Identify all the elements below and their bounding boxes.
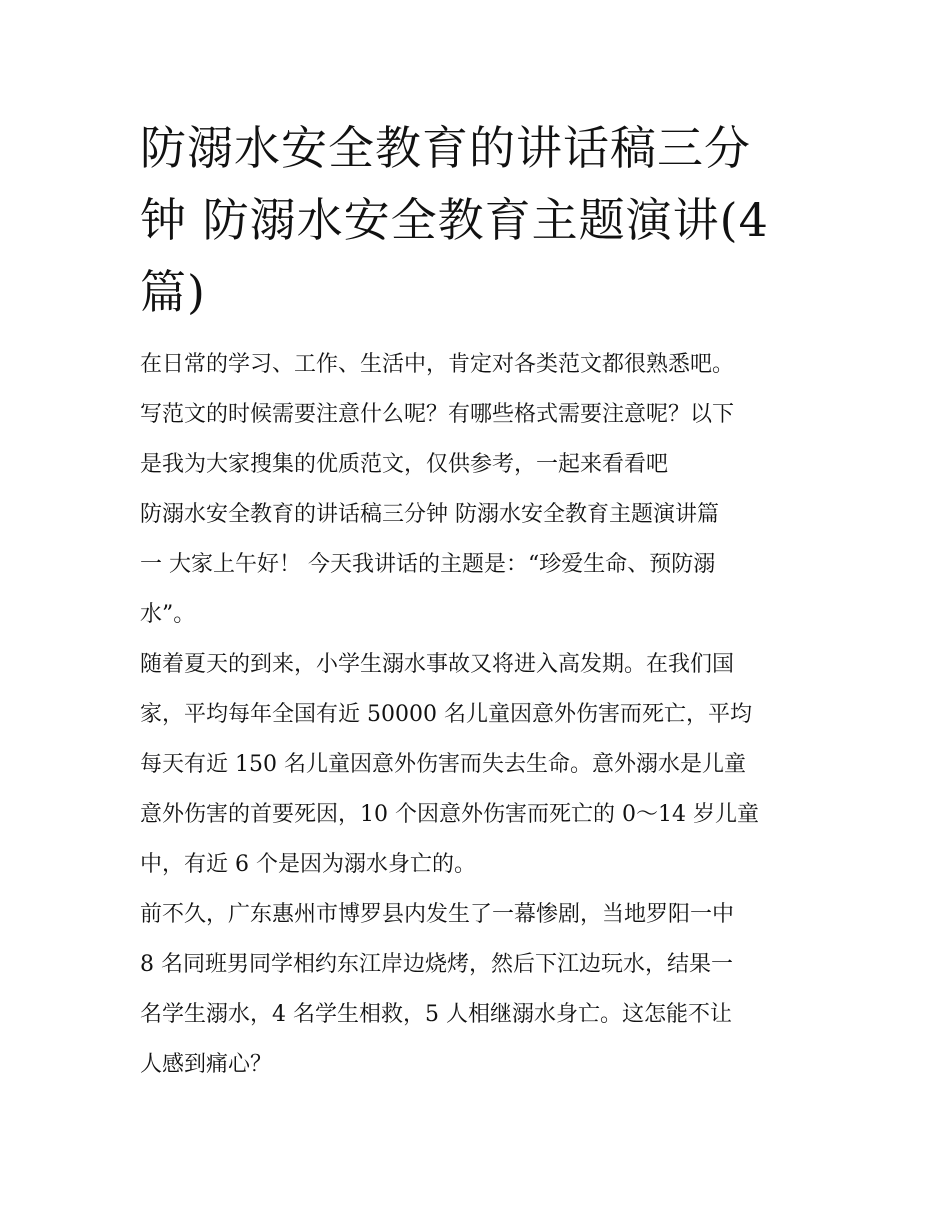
text-line: 随着夏天的到来，小学生溺水事故又将进入高发期。在我们国 <box>140 652 735 677</box>
statistics-paragraph <box>140 640 820 890</box>
text-line: 8 名同班男同学相约东江岸边烧烤，然后下江边玩水，结果一 <box>140 952 733 977</box>
title-line: 钟 防溺水安全教育主题演讲(4 <box>140 193 769 247</box>
text-line: 在日常的学习、工作、生活中，肯定对各类范文都很熟悉吧。 <box>140 352 735 377</box>
text-line: 中，有近 6 个是因为溺水身亡的。 <box>140 852 476 877</box>
text-line: 是我为大家搜集的优质范文，仅供参考，一起来看看吧 <box>140 452 669 477</box>
intro-paragraph <box>140 340 820 490</box>
text-line: 写范文的时候需要注意什么呢？有哪些格式需要注意呢？以下 <box>140 402 735 427</box>
incident-paragraph <box>140 890 820 1090</box>
document-content <box>140 112 820 1090</box>
text-line: 每天有近 150 名儿童因意外伤害而失去生命。意外溺水是儿童 <box>140 752 746 777</box>
text-line: 名学生溺水，4 名学生相救，5 人相继溺水身亡。这怎能不让 <box>140 1002 732 1027</box>
text-line: 家，平均每年全国有近 50000 名儿童因意外伤害而死亡，平均 <box>140 702 752 727</box>
text-line: 意外伤害的首要死因，10 个因意外伤害而死亡的 0～14 岁儿童 <box>140 802 759 827</box>
title-line: 篇) <box>140 265 206 319</box>
title-line: 防溺水安全教育的讲话稿三分 <box>140 121 751 175</box>
text-line: 人感到痛心？ <box>140 1052 273 1077</box>
text-line: 前不久，广东惠州市博罗县内发生了一幕惨剧，当地罗阳一中 <box>140 902 735 927</box>
text-line: 一 大家上午好！ 今天我讲话的主题是：“珍爱生命、预防溺 <box>140 552 716 577</box>
speech-heading-paragraph <box>140 490 820 640</box>
document-body <box>140 340 820 1090</box>
document-title <box>140 112 820 328</box>
text-line: 水”。 <box>140 602 196 627</box>
text-line: 防溺水安全教育的讲话稿三分钟 防溺水安全教育主题演讲篇 <box>140 502 719 527</box>
